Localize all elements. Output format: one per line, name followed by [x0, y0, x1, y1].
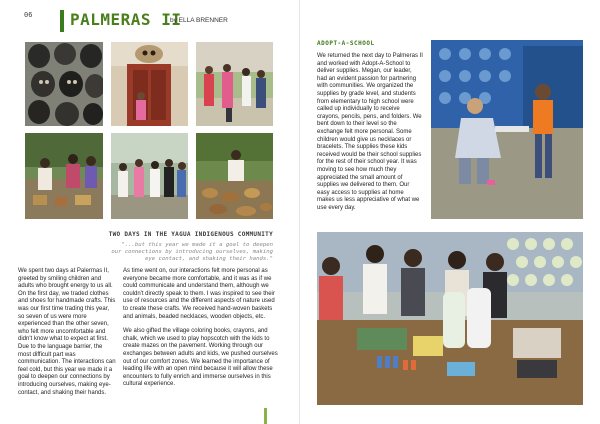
pull-quote: "...but this year we made it a goal to deepen our connections by introducing ourselves, making eye contact, and shaking their hands." [111, 242, 273, 263]
photo-woven-baskets [196, 133, 273, 219]
byline: by ELLA BRENNER [170, 17, 228, 24]
left-column-1-paragraph: We spent two days at Palermas II, greeted by smiling children and adults who brought energy to us all. On the first day, we traded clothes and shoes for handmade crafts. This was our first time trading this year, so seven of us were more experienced than the other seven, who felt more uncomfortable and didn't know what to expect at first. Due to the language barrier, the most difficult part was communication. The interactions can feel cold, but this year we made it a goal to deepen our connections by introducing ourselves, making eye-contact, and shaking their hands. [18, 268, 116, 396]
footer-accent-bar [264, 408, 267, 424]
right-column-paragraph: We returned the next day to Palmeras II and worked with Adopt-A-School to deliver supplies. Megan, our leader, had an evident passion for partnering with communities. We organized the supplies by grade level, and students from elementary to high school were called up individually to receive crayons, pencils, pens, and folders. We bent down to their level so the exchange felt more personal. Some children would give us necklaces or bracelets. The supplies these kids received would be their school supplies for the rest of their school year. It was moving to see how much they appreciated the small amount of supplies we delivered to them. Our easy access to supplies at home makes us less appreciative of what we use every day. [317, 53, 423, 211]
photo-students-group [111, 133, 188, 219]
photo-organizing-supplies [317, 232, 583, 405]
left-column-2-paragraph-1: As time went on, our interactions felt more personal as everyone became more comfortable, and it was as if we could communicate and understand them, although we couldn't directly speak to them. I was inspired to see their use of resources and the different aspects of nature used to create these crafts. We received hand-woven baskets and animals, beaded necklaces, wooden objects, etc. [123, 268, 275, 320]
photo-supply-handoff [431, 40, 583, 219]
photo-carved-masks [25, 42, 103, 126]
caption-title: TWO DAYS IN THE YAGUA INDIGENOUS COMMUNITY [108, 231, 273, 238]
left-column-1 [18, 268, 117, 404]
left-column-2-paragraph-2: We also gifted the village coloring books, crayons, and chalk, which we used to play hopscotch with the kids to create mazes on the pavement. Working through our exchanges between adults and kids, we pushed ourselves out of our comfort zones. We learned the importance of leading life with an open mind because it will allow these encounters to fully enrich and immerse ourselves in this cultural experience. [123, 328, 278, 388]
page-number: 06 [24, 11, 33, 19]
section-title: ADOPT-A-SCHOOL [317, 40, 375, 47]
left-column-2 [123, 268, 281, 396]
right-page [300, 0, 600, 424]
article-title: PALMERAS II [70, 10, 182, 29]
photo-doorway-child [111, 42, 188, 126]
photo-crafts-table [25, 133, 103, 219]
title-accent-bar [60, 10, 64, 32]
photo-group-outdoors [196, 42, 273, 126]
right-column [317, 53, 423, 219]
